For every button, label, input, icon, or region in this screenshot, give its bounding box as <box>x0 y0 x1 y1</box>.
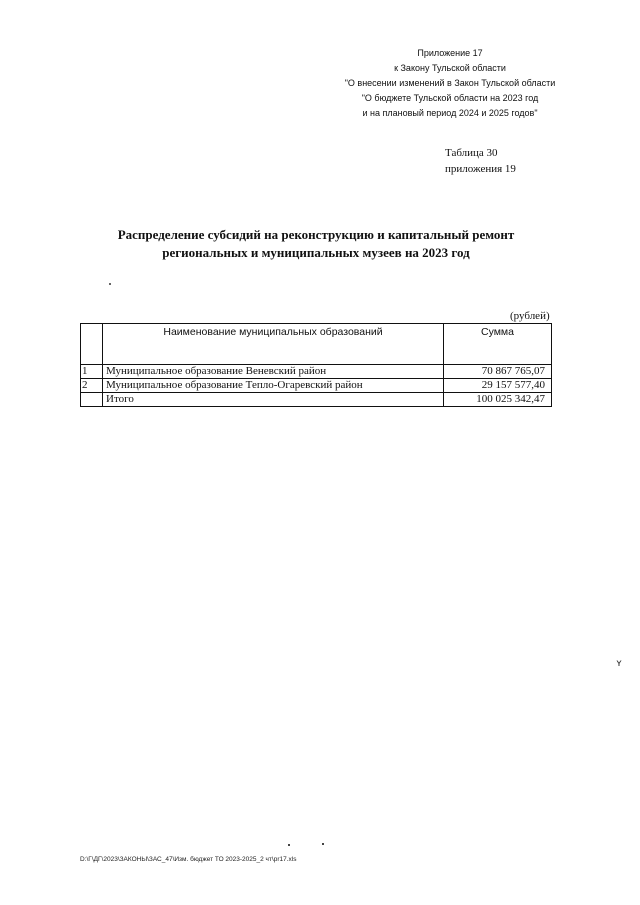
annex-line-3: "О внесении изменений в Закон Тульской области <box>344 78 556 88</box>
scan-speck <box>322 843 324 845</box>
header-number <box>81 324 103 365</box>
header-amount: Сумма <box>444 324 552 365</box>
document-title <box>100 226 532 262</box>
annex-header <box>330 46 570 121</box>
total-amount: 100 025 342,47 <box>444 393 552 407</box>
scan-speck <box>109 283 111 285</box>
margin-mark: ʏ <box>616 658 623 669</box>
file-path-footer: D:\Г\ДГ\2023\ЗАКОНЫ\ЗАС_47\Изм. бюджет ТО 2023-2025_2 чт\pr17.xls <box>80 856 297 863</box>
table-ref-line-2: приложения 19 <box>445 163 516 175</box>
row-amount: 70 867 765,07 <box>444 365 552 379</box>
table-total-row <box>81 393 552 407</box>
header-name: Наименование муниципальных образований <box>103 324 444 365</box>
annex-line-2: к Закону Тульской области <box>394 63 506 73</box>
row-name: Муниципальное образование Тепло-Огаревский район <box>103 379 444 393</box>
row-number: 2 <box>81 379 103 393</box>
title-line-1: Распределение субсидий на реконструкцию и капитальный ремонт <box>117 227 515 242</box>
row-number: 1 <box>81 365 103 379</box>
table-header-row <box>81 324 552 365</box>
row-name: Муниципальное образование Веневский район <box>103 365 444 379</box>
units-label: (рублей) <box>510 310 550 322</box>
total-label: Итого <box>103 393 444 407</box>
annex-line-1: Приложение 17 <box>417 48 483 58</box>
table-row <box>81 365 552 379</box>
annex-line-5: и на плановый период 2024 и 2025 годов" <box>362 108 538 118</box>
total-number <box>81 393 103 407</box>
table-row <box>81 379 552 393</box>
title-line-2: региональных и муниципальных музеев на 2023 год <box>162 245 470 260</box>
table-ref-line-1: Таблица 30 <box>445 147 498 159</box>
row-amount: 29 157 577,40 <box>444 379 552 393</box>
scan-speck <box>288 844 290 846</box>
subsidies-table <box>80 323 552 407</box>
table-reference <box>445 145 516 177</box>
annex-line-4: "О бюджете Тульской области на 2023 год <box>361 93 539 103</box>
